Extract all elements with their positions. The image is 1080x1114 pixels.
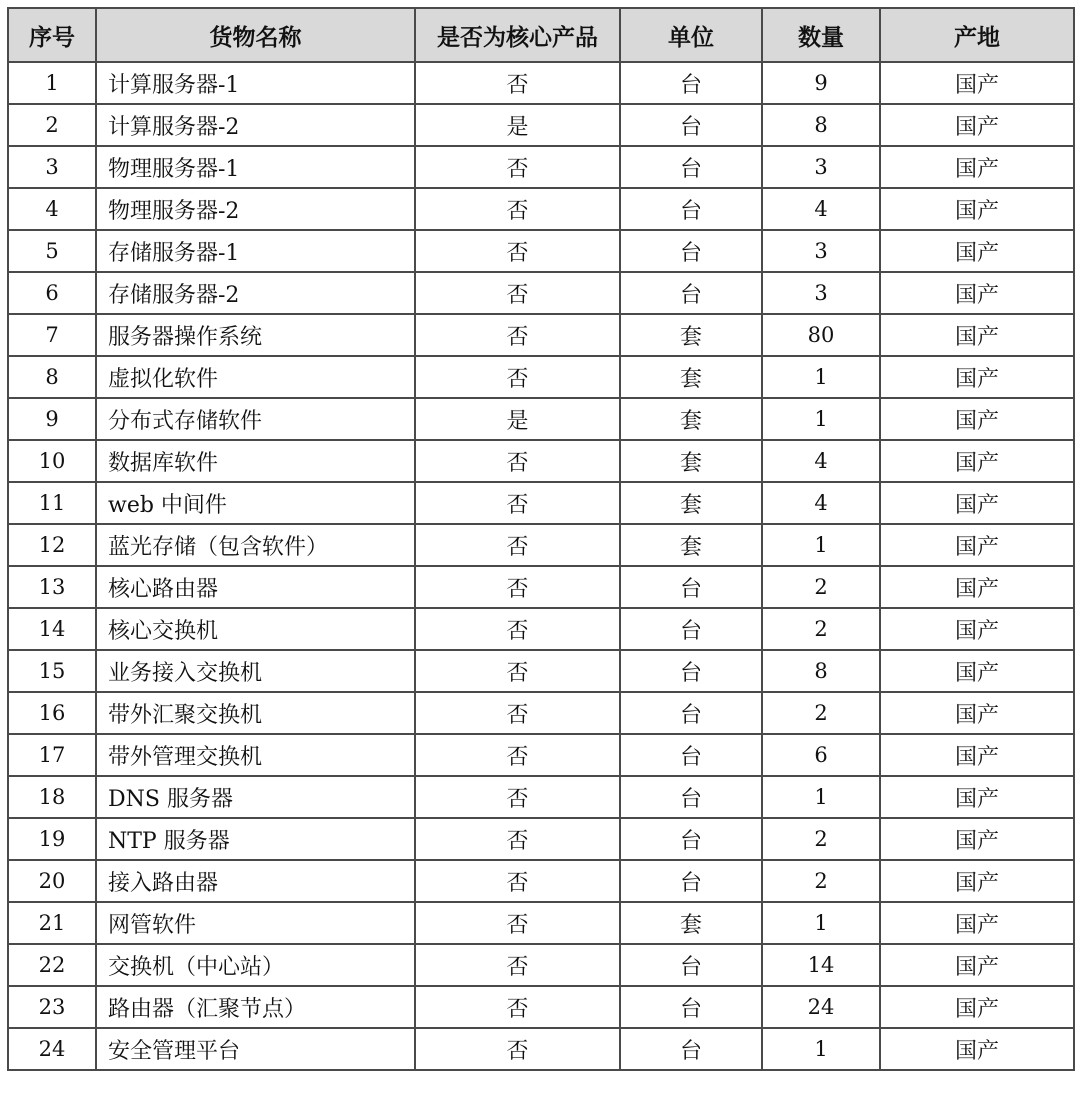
header-cell-qty: 数量 — [762, 8, 880, 62]
cell-no: 16 — [8, 692, 96, 734]
cell-name: 核心路由器 — [96, 566, 415, 608]
table-row — [8, 440, 1074, 482]
cell-no: 19 — [8, 818, 96, 860]
cell-origin: 国产 — [880, 776, 1074, 818]
cell-no: 23 — [8, 986, 96, 1028]
cell-no: 21 — [8, 902, 96, 944]
cell-qty: 2 — [762, 608, 880, 650]
cell-no: 12 — [8, 524, 96, 566]
cell-no: 17 — [8, 734, 96, 776]
cell-name: 存储服务器-1 — [96, 230, 415, 272]
cell-origin: 国产 — [880, 482, 1074, 524]
table-row — [8, 188, 1074, 230]
cell-name: 物理服务器-1 — [96, 146, 415, 188]
cell-name: web 中间件 — [96, 482, 415, 524]
cell-unit: 台 — [620, 944, 762, 986]
header-cell-name: 货物名称 — [96, 8, 415, 62]
cell-unit: 套 — [620, 524, 762, 566]
cell-qty: 2 — [762, 818, 880, 860]
cell-no: 24 — [8, 1028, 96, 1070]
cell-core: 否 — [415, 356, 620, 398]
cell-origin: 国产 — [880, 986, 1074, 1028]
cell-unit: 台 — [620, 230, 762, 272]
cell-name: DNS 服务器 — [96, 776, 415, 818]
cell-origin: 国产 — [880, 188, 1074, 230]
cell-qty: 4 — [762, 188, 880, 230]
header-cell-core: 是否为核心产品 — [415, 8, 620, 62]
cell-name: 带外汇聚交换机 — [96, 692, 415, 734]
cell-qty: 1 — [762, 902, 880, 944]
cell-unit: 台 — [620, 104, 762, 146]
cell-no: 5 — [8, 230, 96, 272]
cell-name: 分布式存储软件 — [96, 398, 415, 440]
cell-origin: 国产 — [880, 860, 1074, 902]
cell-core: 否 — [415, 860, 620, 902]
cell-name: 计算服务器-2 — [96, 104, 415, 146]
cell-name: 接入路由器 — [96, 860, 415, 902]
cell-core: 否 — [415, 650, 620, 692]
cell-qty: 24 — [762, 986, 880, 1028]
cell-unit: 套 — [620, 356, 762, 398]
table-row — [8, 62, 1074, 104]
cell-no: 9 — [8, 398, 96, 440]
cell-core: 是 — [415, 104, 620, 146]
cell-origin: 国产 — [880, 440, 1074, 482]
cell-origin: 国产 — [880, 944, 1074, 986]
header-cell-origin: 产地 — [880, 8, 1074, 62]
cell-unit: 台 — [620, 860, 762, 902]
cell-qty: 1 — [762, 1028, 880, 1070]
cell-name: 物理服务器-2 — [96, 188, 415, 230]
cell-name: 蓝光存储（包含软件） — [96, 524, 415, 566]
cell-origin: 国产 — [880, 566, 1074, 608]
cell-core: 否 — [415, 230, 620, 272]
cell-core: 否 — [415, 188, 620, 230]
cell-no: 4 — [8, 188, 96, 230]
cell-core: 否 — [415, 818, 620, 860]
cell-qty: 1 — [762, 776, 880, 818]
cell-unit: 台 — [620, 188, 762, 230]
cell-origin: 国产 — [880, 818, 1074, 860]
cell-no: 20 — [8, 860, 96, 902]
cell-core: 否 — [415, 734, 620, 776]
cell-unit: 台 — [620, 566, 762, 608]
cell-name: 服务器操作系统 — [96, 314, 415, 356]
cell-core: 否 — [415, 566, 620, 608]
cell-name: 数据库软件 — [96, 440, 415, 482]
cell-no: 18 — [8, 776, 96, 818]
cell-no: 6 — [8, 272, 96, 314]
cell-origin: 国产 — [880, 902, 1074, 944]
cell-qty: 80 — [762, 314, 880, 356]
table-row — [8, 104, 1074, 146]
cell-unit: 台 — [620, 62, 762, 104]
cell-core: 否 — [415, 62, 620, 104]
table-row — [8, 1028, 1074, 1070]
table-row — [8, 944, 1074, 986]
cell-no: 22 — [8, 944, 96, 986]
cell-core: 否 — [415, 440, 620, 482]
cell-core: 否 — [415, 1028, 620, 1070]
cell-origin: 国产 — [880, 314, 1074, 356]
table-row — [8, 272, 1074, 314]
cell-qty: 1 — [762, 524, 880, 566]
cell-name: 路由器（汇聚节点） — [96, 986, 415, 1028]
cell-unit: 套 — [620, 398, 762, 440]
cell-name: 交换机（中心站） — [96, 944, 415, 986]
cell-origin: 国产 — [880, 692, 1074, 734]
cell-name: 业务接入交换机 — [96, 650, 415, 692]
cell-no: 11 — [8, 482, 96, 524]
cell-qty: 8 — [762, 650, 880, 692]
table-row — [8, 650, 1074, 692]
cell-origin: 国产 — [880, 146, 1074, 188]
table-row — [8, 482, 1074, 524]
table-row — [8, 776, 1074, 818]
table-row — [8, 734, 1074, 776]
cell-no: 13 — [8, 566, 96, 608]
table-row — [8, 902, 1074, 944]
table-row — [8, 692, 1074, 734]
cell-origin: 国产 — [880, 104, 1074, 146]
table-row — [8, 398, 1074, 440]
cell-qty: 2 — [762, 692, 880, 734]
table-row — [8, 860, 1074, 902]
cell-core: 否 — [415, 314, 620, 356]
cell-unit: 台 — [620, 776, 762, 818]
cell-name: 带外管理交换机 — [96, 734, 415, 776]
cell-unit: 套 — [620, 314, 762, 356]
cell-origin: 国产 — [880, 1028, 1074, 1070]
cell-no: 8 — [8, 356, 96, 398]
cell-core: 否 — [415, 608, 620, 650]
cell-origin: 国产 — [880, 230, 1074, 272]
table-row — [8, 146, 1074, 188]
cell-qty: 3 — [762, 230, 880, 272]
cell-core: 否 — [415, 776, 620, 818]
cell-origin: 国产 — [880, 524, 1074, 566]
cell-qty: 8 — [762, 104, 880, 146]
cell-name: 计算服务器-1 — [96, 62, 415, 104]
cell-qty: 2 — [762, 860, 880, 902]
cell-origin: 国产 — [880, 734, 1074, 776]
cell-qty: 1 — [762, 356, 880, 398]
cell-no: 10 — [8, 440, 96, 482]
cell-name: 虚拟化软件 — [96, 356, 415, 398]
table-row — [8, 566, 1074, 608]
cell-core: 否 — [415, 482, 620, 524]
cell-origin: 国产 — [880, 650, 1074, 692]
cell-unit: 台 — [620, 650, 762, 692]
cell-qty: 1 — [762, 398, 880, 440]
cell-qty: 6 — [762, 734, 880, 776]
table-body — [8, 62, 1074, 1070]
table-row — [8, 524, 1074, 566]
cell-no: 1 — [8, 62, 96, 104]
cell-core: 否 — [415, 692, 620, 734]
cell-no: 3 — [8, 146, 96, 188]
cell-unit: 台 — [620, 146, 762, 188]
cell-name: NTP 服务器 — [96, 818, 415, 860]
table-row — [8, 818, 1074, 860]
cell-origin: 国产 — [880, 356, 1074, 398]
cell-unit: 台 — [620, 608, 762, 650]
cell-unit: 套 — [620, 440, 762, 482]
cell-unit: 台 — [620, 818, 762, 860]
cell-origin: 国产 — [880, 608, 1074, 650]
cell-unit: 台 — [620, 1028, 762, 1070]
table-row — [8, 986, 1074, 1028]
cell-core: 是 — [415, 398, 620, 440]
cell-qty: 3 — [762, 272, 880, 314]
table-row — [8, 608, 1074, 650]
cell-unit: 台 — [620, 272, 762, 314]
cell-qty: 3 — [762, 146, 880, 188]
cell-qty: 2 — [762, 566, 880, 608]
cell-origin: 国产 — [880, 272, 1074, 314]
cell-no: 7 — [8, 314, 96, 356]
cell-origin: 国产 — [880, 62, 1074, 104]
cell-qty: 4 — [762, 482, 880, 524]
cell-core: 否 — [415, 524, 620, 566]
table-row — [8, 230, 1074, 272]
cell-core: 否 — [415, 902, 620, 944]
cell-no: 14 — [8, 608, 96, 650]
header-row — [8, 8, 1074, 62]
cell-core: 否 — [415, 146, 620, 188]
cell-name: 存储服务器-2 — [96, 272, 415, 314]
cell-core: 否 — [415, 944, 620, 986]
cell-unit: 台 — [620, 692, 762, 734]
goods-table — [7, 7, 1075, 1071]
cell-no: 2 — [8, 104, 96, 146]
header-cell-no: 序号 — [8, 8, 96, 62]
cell-qty: 4 — [762, 440, 880, 482]
cell-unit: 套 — [620, 482, 762, 524]
header-cell-unit: 单位 — [620, 8, 762, 62]
table-row — [8, 314, 1074, 356]
cell-qty: 14 — [762, 944, 880, 986]
cell-unit: 台 — [620, 734, 762, 776]
cell-name: 网管软件 — [96, 902, 415, 944]
cell-origin: 国产 — [880, 398, 1074, 440]
cell-unit: 台 — [620, 986, 762, 1028]
table-row — [8, 356, 1074, 398]
cell-unit: 套 — [620, 902, 762, 944]
cell-qty: 9 — [762, 62, 880, 104]
cell-core: 否 — [415, 272, 620, 314]
cell-name: 安全管理平台 — [96, 1028, 415, 1070]
cell-core: 否 — [415, 986, 620, 1028]
cell-name: 核心交换机 — [96, 608, 415, 650]
cell-no: 15 — [8, 650, 96, 692]
